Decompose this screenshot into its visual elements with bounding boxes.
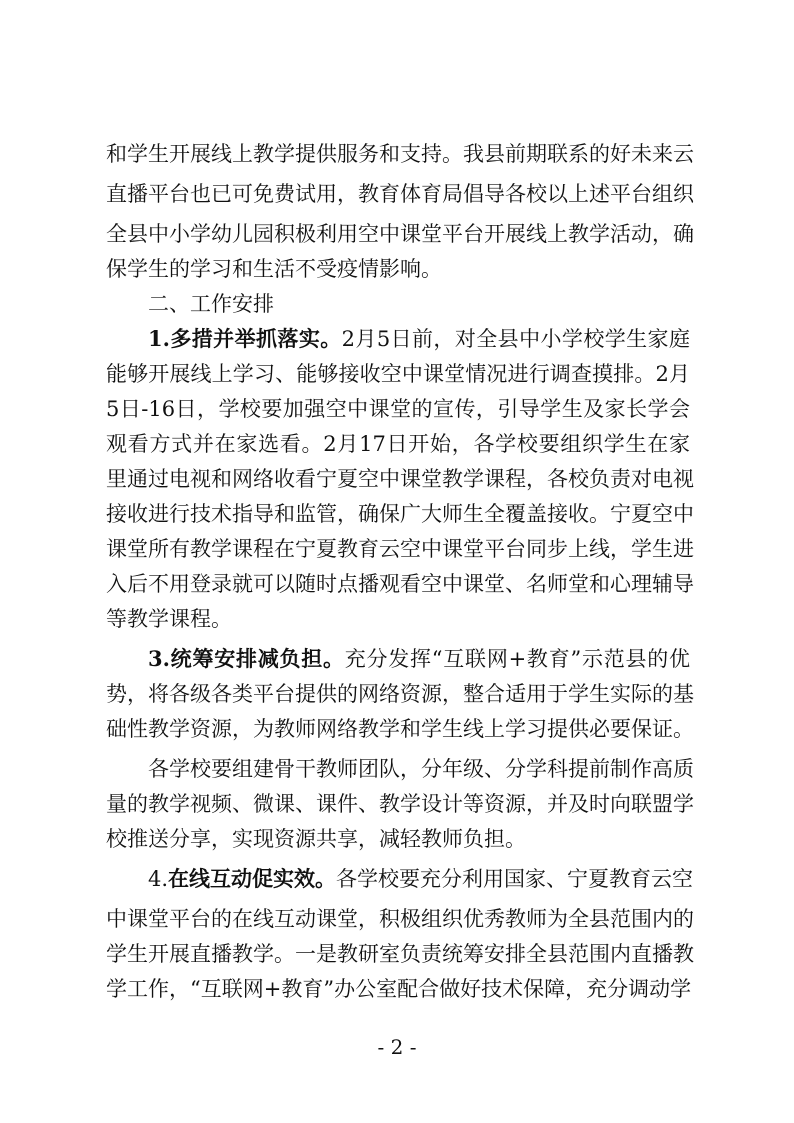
paragraph-line: 等教学课程。: [106, 607, 232, 631]
paragraph-line: 势，将各级各类平台提供的网络资源，整合适用于学生实际的基: [106, 682, 694, 706]
item1-title: 1.多措并举抓落实。: [148, 326, 342, 351]
paragraph-line: 学工作，“互联网+教育”办公室配合做好技术保障，充分调动学: [106, 977, 692, 1001]
paragraph-line: 校推送分享，实现资源共享，减轻教师负担。: [106, 827, 526, 851]
paragraph-line: 课堂所有教学课程在宁夏教育云空中课堂平台同步上线，学生进: [106, 537, 694, 561]
paragraph-line: 接收进行技术指导和监管，确保广大师生全覆盖接收。宁夏空中: [106, 502, 694, 526]
paragraph-line: 保学生的学习和生活不受疫情影响。: [106, 257, 442, 281]
paragraph-line: 观看方式并在家选看。2月17日开始，各学校要组织学生在家: [106, 432, 690, 456]
paragraph-line: 中课堂平台的在线互动课堂，积极组织优秀教师为全县范围内的: [106, 907, 694, 931]
paragraph-line: 直播平台也已可免费试用，教育体育局倡导各校以上述平台组织: [106, 182, 694, 206]
paragraph-line: 量的教学视频、微课、课件、教学设计等资源，并及时向联盟学: [106, 792, 694, 816]
page-number: - 2 -: [377, 1035, 417, 1059]
paragraph-line: 础性教学资源，为教师网络教学和学生线上学习提供必要保证。: [106, 717, 694, 741]
item4-number: 4.: [148, 867, 169, 891]
item1-first-line: [148, 323, 690, 355]
paragraph-line: 里通过电视和网络收看宁夏空中课堂教学课程，各校负责对电视: [106, 467, 694, 491]
paragraph-line: 能够开展线上学习、能够接收空中课堂情况进行调查摸排。2月: [106, 362, 690, 386]
paragraph-line: 学生开展直播教学。一是教研室负责统筹安排全县范围内直播教: [106, 942, 694, 966]
item3-first-line-rest: 充分发挥“互联网+教育”示范县的优: [344, 647, 690, 671]
item1-first-line-rest: 2月5日前，对全县中小学校学生家庭: [341, 327, 690, 351]
item4-first-line-rest: 各学校要充分利用国家、宁夏教育云空: [336, 867, 694, 891]
item4-title: 在线互动促实效。: [168, 866, 337, 891]
paragraph-line: 5日-16日，学校要加强空中课堂的宣传，引导学生及家长学会: [106, 397, 690, 421]
paragraph-line: 全县中小学幼儿园积极利用空中课堂平台开展线上教学活动，确: [106, 222, 694, 246]
paragraph-line: 和学生开展线上教学提供服务和支持。我县前期联系的好未来云: [106, 142, 694, 166]
paragraph-line: 各学校要组建骨干教师团队，分年级、分学科提前制作高质: [148, 757, 694, 781]
section-heading: 二、工作安排: [148, 292, 274, 316]
paragraph-line: 入后不用登录就可以随时点播观看空中课堂、名师堂和心理辅导: [106, 572, 694, 596]
item3-first-line: [148, 643, 690, 675]
item3-title: 3.统筹安排减负担。: [148, 646, 345, 671]
item4-first-line: [148, 863, 694, 895]
